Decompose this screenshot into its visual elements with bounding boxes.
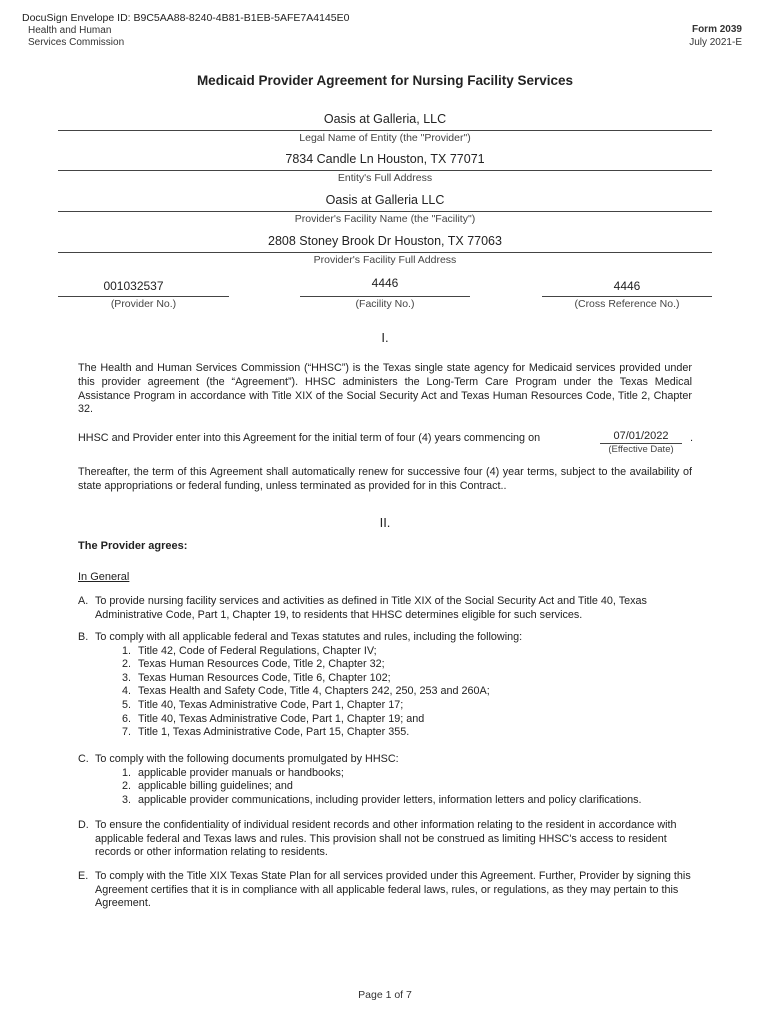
- facility-no-caption: (Facility No.): [355, 298, 415, 310]
- list-item: 2. Texas Human Resources Code, Title 2, Chapter 32;: [122, 658, 385, 671]
- facility-address-field: [58, 233, 712, 267]
- agency-name-line1: Health and Human: [28, 24, 112, 36]
- list-item: 3. applicable provider communications, including provider letters, information letters and policy clarifications.: [122, 793, 642, 806]
- list-item: 4. Texas Health and Safety Code, Title 4, Chapters 242, 250, 253 and 260A;: [122, 685, 490, 698]
- document-header-left: [22, 12, 349, 50]
- cross-ref-no-value: 4446: [613, 279, 641, 293]
- list-item: 5. Title 40, Texas Administrative Code, Part 1, Chapter 17;: [122, 698, 404, 711]
- clause-label: A.: [78, 595, 89, 607]
- list-item: 7. Title 1, Texas Administrative Code, Part 15, Chapter 355.: [122, 726, 410, 739]
- section-1-heading: I.: [381, 330, 389, 345]
- facility-no-value: 4446: [371, 276, 399, 290]
- clause-b-list: [122, 645, 692, 740]
- effective-date-value: 07/01/2022: [613, 430, 669, 442]
- document-title: Medicaid Provider Agreement for Nursing Facility Services: [196, 73, 574, 88]
- in-general-subheading: In General: [78, 571, 130, 583]
- list-item: 1. Title 42, Code of Federal Regulations, Chapter IV;: [122, 644, 377, 657]
- clause-c-list: [122, 767, 692, 808]
- legal-name-value: Oasis at Galleria, LLC: [323, 112, 447, 126]
- facility-name-underline: [58, 211, 712, 212]
- document-header-right: [689, 24, 742, 49]
- clause-label: E.: [78, 870, 89, 882]
- provider-no-field: [58, 278, 229, 311]
- clause-label: C.: [78, 753, 89, 765]
- legal-name-field: [58, 111, 712, 145]
- clause-d: [78, 819, 692, 860]
- provider-no-value: 001032537: [103, 279, 164, 293]
- clause-text: To ensure the confidentiality of individual resident records and other information relating to the resident in accordance with applicable federal and Texas laws and rules. This provision shall not be construed as limiting HHSC's access to resident records or other information relating to residents.: [95, 819, 677, 859]
- form-number: Form 2039: [691, 24, 742, 35]
- clause-e: [78, 870, 692, 911]
- provider-no-caption: (Provider No.): [110, 298, 177, 310]
- cross-ref-no-caption: (Cross Reference No.): [574, 298, 680, 310]
- cross-ref-no-underline: [542, 296, 712, 297]
- clause-text: To comply with the Title XIX Texas State Plan for all services provided under this Agreement. Further, Provider by signing this Agreement certifies that it is in compliance with all applicable federal laws, rules, or regulations, as they may pertain to this Agreement.: [95, 870, 691, 910]
- list-item: 1. applicable provider manuals or handbooks;: [122, 766, 344, 779]
- entity-address-field: [58, 151, 712, 185]
- section-1-paragraph-2: HHSC and Provider enter into this Agreement for the initial term of four (4) years commencing on: [78, 432, 541, 444]
- entity-address-caption: Entity's Full Address: [337, 172, 433, 184]
- facility-no-field: [300, 275, 470, 311]
- section-2-heading: II.: [379, 515, 391, 530]
- agency-name-line2: Services Commission: [28, 37, 125, 48]
- legal-name-caption: Legal Name of Entity (the "Provider"): [299, 132, 471, 144]
- clause-text: To comply with the following documents promulgated by HHSC:: [95, 753, 399, 765]
- facility-address-value: 2808 Stoney Brook Dr Houston, TX 77063: [268, 234, 502, 248]
- cross-ref-no-field: [542, 278, 712, 311]
- clause-label: B.: [78, 631, 89, 643]
- entity-address-value: 7834 Candle Ln Houston, TX 77071: [285, 152, 485, 166]
- list-item: 2. applicable billing guidelines; and: [122, 780, 293, 793]
- clause-c: [78, 753, 692, 807]
- clause-label: D.: [78, 819, 89, 831]
- paragraph-2-period: .: [690, 432, 694, 444]
- facility-name-value: Oasis at Galleria LLC: [325, 193, 445, 207]
- facility-name-caption: Provider's Facility Name (the "Facility"): [294, 213, 476, 225]
- clause-a: [78, 595, 692, 622]
- effective-date-field: [600, 430, 682, 455]
- list-item: 6. Title 40, Texas Administrative Code, Part 1, Chapter 19; and: [122, 712, 425, 725]
- facility-name-field: [58, 192, 712, 226]
- clause-b: [78, 631, 692, 740]
- facility-address-underline: [58, 252, 712, 253]
- clause-text: To comply with all applicable federal and Texas statutes and rules, including the following:: [95, 631, 523, 643]
- effective-date-caption: (Effective Date): [608, 444, 674, 455]
- form-date: July 2021-E: [689, 36, 742, 48]
- legal-name-underline: [58, 130, 712, 131]
- section-1-paragraph-3: Thereafter, the term of this Agreement shall automatically renew for successive four (4) year terms, subject to the availability of state appropriations or federal funding, unless terminated as provided for in this Contract..: [78, 466, 692, 492]
- envelope-id: DocuSign Envelope ID: B9C5AA88-8240-4B81-B1EB-5AFE7A4145E0: [22, 12, 350, 24]
- entity-address-underline: [58, 170, 712, 171]
- facility-no-underline: [300, 296, 470, 297]
- page-number: Page 1 of 7: [358, 989, 412, 1001]
- clause-text: To provide nursing facility services and activities as defined in Title XIX of the Social Security Act and Title 40, Texas Administrative Code, Part 1, Chapter 19, to residents that HHSC determines eligible for such services.: [95, 595, 647, 621]
- list-item: 3. Texas Human Resources Code, Title 6, Chapter 102;: [122, 671, 391, 684]
- provider-agrees-heading: The Provider agrees:: [78, 540, 188, 552]
- section-1-paragraph-1: The Health and Human Services Commission (“HHSC”) is the Texas single state agency for Medicaid services provided under this provider agreement (the “Agreement”). HHSC administers the Long-Term Care Program under the Texas Medical Assistance Program in accordance with Title XIX of the Social Security Act and Texas Human Resources Code, Title 2, Chapter 32.: [78, 362, 692, 416]
- facility-address-caption: Provider's Facility Full Address: [313, 254, 457, 266]
- provider-no-underline: [58, 296, 229, 297]
